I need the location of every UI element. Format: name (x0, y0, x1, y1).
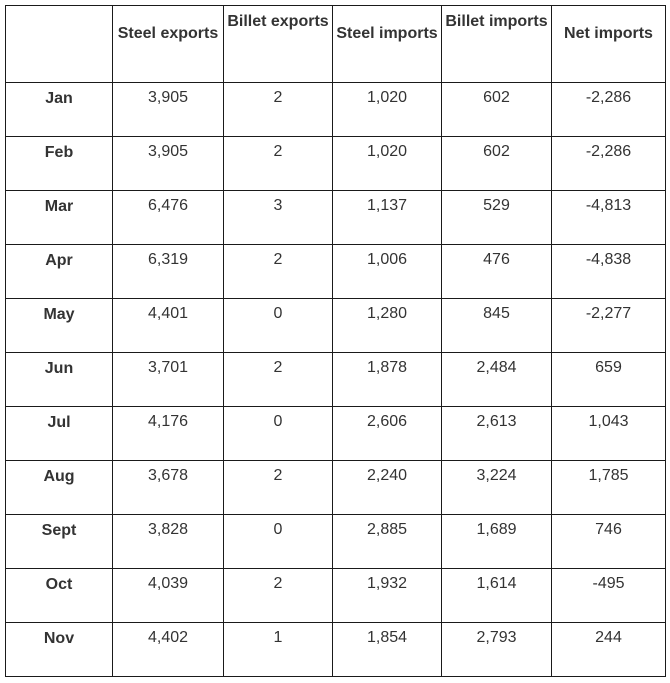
table-row (6, 623, 666, 677)
billet-exports-cell: 2 (224, 137, 333, 191)
steel-imports-cell: 2,606 (333, 407, 442, 461)
steel-imports-cell: 1,020 (333, 137, 442, 191)
steel-trade-table (5, 5, 666, 677)
header-corner-cell (6, 6, 113, 83)
header-steel-exports: Steel exports (113, 6, 224, 83)
billet-exports-cell: 0 (224, 299, 333, 353)
table-header (6, 6, 666, 83)
net-imports-cell: -495 (552, 569, 666, 623)
steel-exports-cell: 3,905 (113, 83, 224, 137)
header-steel-imports: Steel imports (333, 6, 442, 83)
billet-exports-cell: 2 (224, 461, 333, 515)
steel-imports-cell: 1,932 (333, 569, 442, 623)
table-row (6, 353, 666, 407)
month-cell: Apr (6, 245, 113, 299)
net-imports-cell: -2,286 (552, 137, 666, 191)
month-cell: Feb (6, 137, 113, 191)
steel-exports-cell: 4,176 (113, 407, 224, 461)
billet-exports-cell: 2 (224, 353, 333, 407)
table-row (6, 191, 666, 245)
month-cell: Jun (6, 353, 113, 407)
steel-imports-cell: 1,006 (333, 245, 442, 299)
steel-imports-cell: 1,878 (333, 353, 442, 407)
steel-imports-cell: 1,020 (333, 83, 442, 137)
net-imports-cell: 244 (552, 623, 666, 677)
net-imports-cell: -2,277 (552, 299, 666, 353)
steel-exports-cell: 4,401 (113, 299, 224, 353)
steel-exports-cell: 4,039 (113, 569, 224, 623)
billet-exports-cell: 3 (224, 191, 333, 245)
steel-imports-cell: 1,854 (333, 623, 442, 677)
month-cell: Aug (6, 461, 113, 515)
net-imports-cell: 1,785 (552, 461, 666, 515)
billet-imports-cell: 3,224 (442, 461, 552, 515)
steel-exports-cell: 3,678 (113, 461, 224, 515)
header-billet-imports: Billet imports (442, 6, 552, 83)
billet-imports-cell: 2,793 (442, 623, 552, 677)
billet-imports-cell: 2,613 (442, 407, 552, 461)
billet-exports-cell: 0 (224, 515, 333, 569)
billet-exports-cell: 1 (224, 623, 333, 677)
billet-exports-cell: 0 (224, 407, 333, 461)
billet-imports-cell: 1,614 (442, 569, 552, 623)
month-cell: Sept (6, 515, 113, 569)
billet-imports-cell: 602 (442, 83, 552, 137)
header-net-imports: Net imports (552, 6, 666, 83)
table-row (6, 137, 666, 191)
steel-imports-cell: 2,240 (333, 461, 442, 515)
table-row (6, 461, 666, 515)
table-row (6, 569, 666, 623)
billet-imports-cell: 529 (442, 191, 552, 245)
steel-exports-cell: 6,319 (113, 245, 224, 299)
steel-imports-cell: 2,885 (333, 515, 442, 569)
steel-exports-cell: 3,701 (113, 353, 224, 407)
billet-exports-cell: 2 (224, 245, 333, 299)
net-imports-cell: -4,813 (552, 191, 666, 245)
billet-imports-cell: 602 (442, 137, 552, 191)
net-imports-cell: 746 (552, 515, 666, 569)
header-billet-exports: Billet exports (224, 6, 333, 83)
net-imports-cell: 1,043 (552, 407, 666, 461)
table-body (6, 83, 666, 677)
table-row (6, 407, 666, 461)
table-row (6, 245, 666, 299)
net-imports-cell: -4,838 (552, 245, 666, 299)
billet-imports-cell: 845 (442, 299, 552, 353)
net-imports-cell: -2,286 (552, 83, 666, 137)
steel-exports-cell: 6,476 (113, 191, 224, 245)
billet-imports-cell: 2,484 (442, 353, 552, 407)
billet-exports-cell: 2 (224, 83, 333, 137)
month-cell: Jul (6, 407, 113, 461)
steel-exports-cell: 3,828 (113, 515, 224, 569)
table-row (6, 83, 666, 137)
month-cell: Oct (6, 569, 113, 623)
month-cell: Mar (6, 191, 113, 245)
net-imports-cell: 659 (552, 353, 666, 407)
steel-exports-cell: 4,402 (113, 623, 224, 677)
billet-imports-cell: 476 (442, 245, 552, 299)
table-row (6, 299, 666, 353)
billet-imports-cell: 1,689 (442, 515, 552, 569)
month-cell: Nov (6, 623, 113, 677)
steel-imports-cell: 1,137 (333, 191, 442, 245)
table-row (6, 515, 666, 569)
month-cell: Jan (6, 83, 113, 137)
header-row (6, 6, 666, 83)
steel-imports-cell: 1,280 (333, 299, 442, 353)
steel-exports-cell: 3,905 (113, 137, 224, 191)
month-cell: May (6, 299, 113, 353)
billet-exports-cell: 2 (224, 569, 333, 623)
